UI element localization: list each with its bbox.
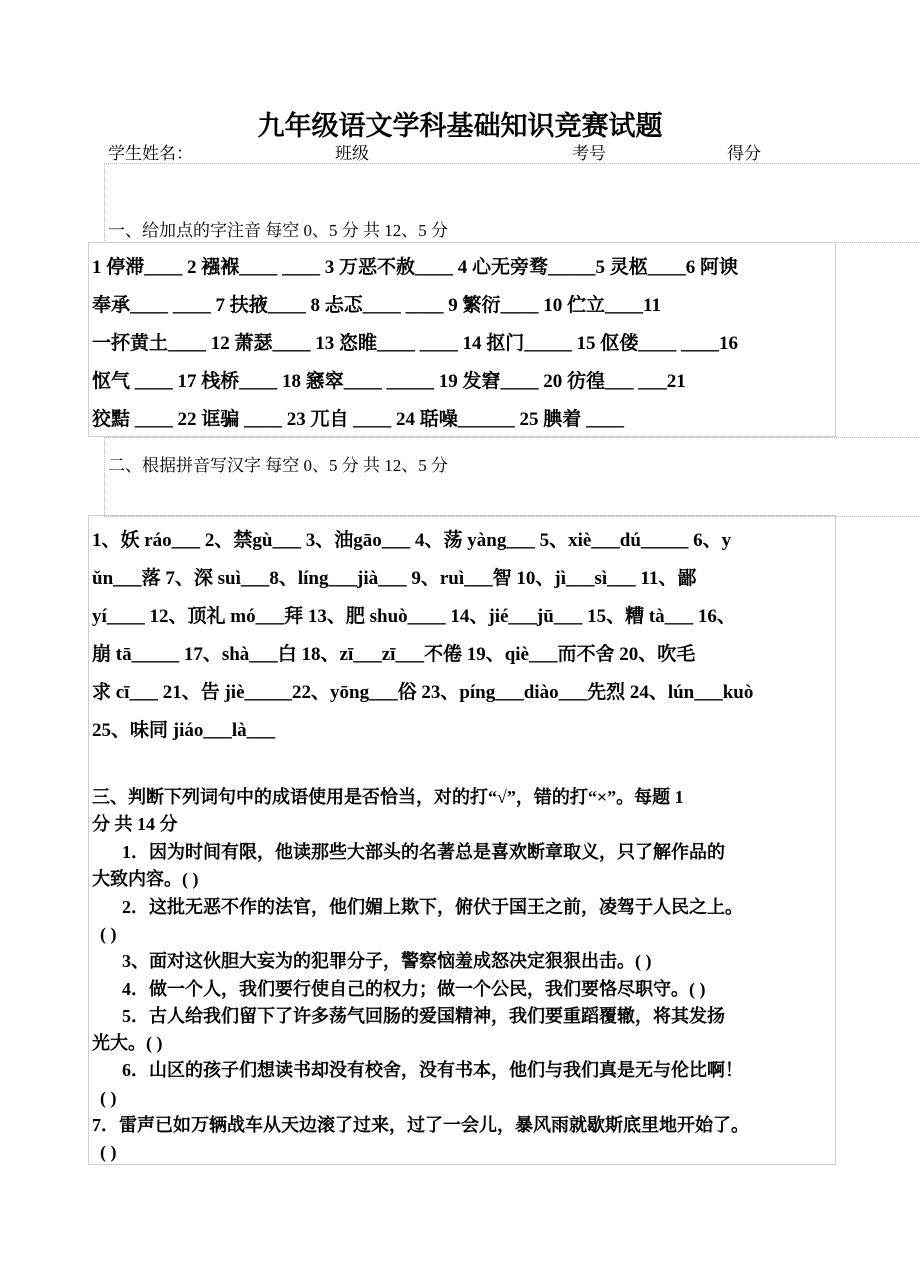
section2-line: 求 cī___ 21、告 jiè_____22、yōng___俗 23、píng___diào___先烈 24、lún___kuò — [92, 682, 754, 703]
section3-question: 6．山区的孩子们想读书却没有校舍，没有书本，他们与我们真是无与伦比啊！ — [122, 1060, 743, 1081]
section2-heading: 二、根据拼音写汉字 每空 0、5 分 共 12、5 分 — [108, 456, 448, 475]
section2-line: ǔn___落 7、深 suì___8、líng___jià___ 9、ruì___智 10、jì___sì___ 11、鄙 — [92, 568, 697, 589]
section2-line: 1、妖 ráo___ 2、禁gù___ 3、油gāo___ 4、荡 yàng___ 5、xiè___dú_____ 6、y — [92, 530, 732, 551]
section1-line: 奉承____ ____ 7 扶掖____ 8 忐忑____ ____ 9 繁衍____ 10 伫立____11 — [92, 295, 661, 316]
section3-line-cont: ( ) — [100, 1087, 117, 1108]
section3-line-cont: 大致内容。( ) — [92, 869, 199, 890]
section3-line-cont: ( ) — [100, 1142, 117, 1163]
section1-line: 一抔黄土____ 12 萧瑟____ 13 恣睢____ ____ 14 抠门_____ 15 伛偻____ ____16 — [92, 333, 739, 354]
section3-heading-cont: 分 共 14 分 — [92, 814, 178, 834]
section3-question: 5．古人给我们留下了许多荡气回肠的爱国精神，我们要重蹈覆辙，将其发扬 — [122, 1005, 725, 1026]
section1-line: 怄气 ____ 17 栈桥____ 18 窸窣____ _____ 19 发窘____ 20 彷徨___ ___21 — [92, 371, 686, 392]
section3-line-cont: 光大。( ) — [92, 1033, 163, 1054]
section1-line: 1 停滞____ 2 襁褓____ ____ 3 万恶不赦____ 4 心无旁骛_____5 灵柩____6 阿谀 — [92, 257, 739, 278]
student-name-label: 学生姓名： — [108, 144, 193, 163]
section3-question: 2．这批无恶不作的法官，他们媚上欺下，俯伏于国王之前，凌驾于人民之上。 — [122, 896, 743, 917]
section2-heading-frame — [104, 437, 920, 517]
section1-line: 狡黠 ____ 22 诓骗 ____ 23 兀自 ____ 24 聒噪______ 25 腆着 ____ — [92, 409, 625, 430]
class-label: 班级 — [335, 144, 369, 163]
section1-heading: 一、给加点的字注音 每空 0、5 分 共 12、5 分 — [108, 221, 448, 240]
section3-line-cont: ( ) — [100, 923, 117, 944]
page-title: 九年级语文学科基础知识竞赛试题 — [257, 111, 663, 141]
section3-question: 7．雷声已如万辆战车从天边滚了过来，过了一会儿，暴风雨就歇斯底里地开始了。 — [92, 1115, 749, 1135]
section2-line: 25、味同 jiáo___là___ — [92, 720, 276, 741]
section3-question: 1．因为时间有限，他读那些大部头的名著总是喜欢断章取义，只了解作品的 — [122, 842, 725, 862]
section2-line: yí____ 12、顶礼 mó___拜 13、肥 shuò____ 14、jié___jū___ 15、糟 tà___ 16、 — [92, 606, 736, 627]
score-label: 得分 — [727, 144, 761, 163]
exam-number-label: 考号 — [572, 144, 606, 163]
section2-line: 崩 tā_____ 17、shà___白 18、zī___zī___不倦 19、qiè___而不舍 20、吹毛 — [92, 644, 696, 665]
section3-question: 3、面对这伙胆大妄为的犯罪分子，警察恼羞成怒决定狠狠出击。( ) — [122, 951, 652, 972]
section3-heading: 三、判断下列词句中的成语使用是否恰当，对的打“√”，错的打“×”。每题 1 — [92, 787, 684, 807]
section3-question: 4．做一个人，我们要行使自己的权力；做一个公民，我们要恪尽职守。( ) — [122, 978, 706, 999]
